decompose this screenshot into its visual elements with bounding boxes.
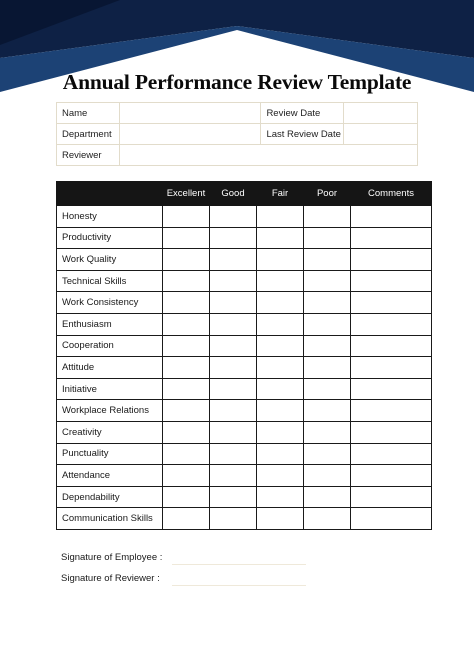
name-label: Name bbox=[57, 103, 120, 124]
comments-cell[interactable] bbox=[351, 465, 432, 487]
poor-cell[interactable] bbox=[304, 465, 351, 487]
criterion-label: Honesty bbox=[57, 206, 163, 228]
rating-table-body bbox=[57, 206, 432, 530]
excellent-cell[interactable] bbox=[163, 292, 210, 314]
fair-cell[interactable] bbox=[257, 313, 304, 335]
excellent-cell[interactable] bbox=[163, 400, 210, 422]
poor-cell[interactable] bbox=[304, 508, 351, 530]
rating-table bbox=[56, 181, 432, 530]
criterion-label: Dependability bbox=[57, 486, 163, 508]
criterion-label: Cooperation bbox=[57, 335, 163, 357]
comments-cell[interactable] bbox=[351, 508, 432, 530]
excellent-cell[interactable] bbox=[163, 443, 210, 465]
page-title: Annual Performance Review Template bbox=[62, 70, 412, 94]
department-field[interactable] bbox=[119, 124, 260, 145]
excellent-cell[interactable] bbox=[163, 378, 210, 400]
excellent-cell[interactable] bbox=[163, 421, 210, 443]
poor-cell[interactable] bbox=[304, 227, 351, 249]
fair-cell[interactable] bbox=[257, 249, 304, 271]
table-row bbox=[57, 292, 432, 314]
comments-cell[interactable] bbox=[351, 443, 432, 465]
review-date-label: Review Date bbox=[261, 103, 344, 124]
poor-cell[interactable] bbox=[304, 313, 351, 335]
criterion-label: Workplace Relations bbox=[57, 400, 163, 422]
employee-signature-line[interactable] bbox=[172, 564, 306, 565]
poor-cell[interactable] bbox=[304, 421, 351, 443]
criterion-label: Creativity bbox=[57, 421, 163, 443]
good-cell[interactable] bbox=[210, 357, 257, 379]
excellent-cell[interactable] bbox=[163, 335, 210, 357]
good-cell[interactable] bbox=[210, 227, 257, 249]
excellent-cell[interactable] bbox=[163, 486, 210, 508]
criteria-column-header bbox=[57, 182, 163, 206]
table-row bbox=[57, 335, 432, 357]
good-cell[interactable] bbox=[210, 313, 257, 335]
fair-cell[interactable] bbox=[257, 443, 304, 465]
comments-cell[interactable] bbox=[351, 378, 432, 400]
info-row-reviewer bbox=[57, 145, 418, 166]
fair-cell[interactable] bbox=[257, 465, 304, 487]
table-row bbox=[57, 227, 432, 249]
poor-cell[interactable] bbox=[304, 206, 351, 228]
criterion-label: Attendance bbox=[57, 465, 163, 487]
criterion-label: Technical Skills bbox=[57, 270, 163, 292]
comments-cell[interactable] bbox=[351, 357, 432, 379]
info-row-department bbox=[57, 124, 418, 145]
good-cell[interactable] bbox=[210, 270, 257, 292]
rating-header-row bbox=[57, 182, 432, 206]
fair-cell[interactable] bbox=[257, 357, 304, 379]
last-review-date-field[interactable] bbox=[344, 124, 418, 145]
good-cell[interactable] bbox=[210, 508, 257, 530]
comments-cell[interactable] bbox=[351, 486, 432, 508]
criterion-label: Enthusiasm bbox=[57, 313, 163, 335]
good-cell[interactable] bbox=[210, 206, 257, 228]
good-cell[interactable] bbox=[210, 292, 257, 314]
excellent-cell[interactable] bbox=[163, 465, 210, 487]
criterion-label: Communication Skills bbox=[57, 508, 163, 530]
good-column-header: Good bbox=[210, 182, 257, 206]
good-cell[interactable] bbox=[210, 249, 257, 271]
table-row bbox=[57, 421, 432, 443]
table-row bbox=[57, 270, 432, 292]
fair-cell[interactable] bbox=[257, 421, 304, 443]
department-label: Department bbox=[57, 124, 120, 145]
comments-cell[interactable] bbox=[351, 270, 432, 292]
employee-signature-label: Signature of Employee : bbox=[61, 552, 163, 563]
criterion-label: Punctuality bbox=[57, 443, 163, 465]
review-date-field[interactable] bbox=[344, 103, 418, 124]
comments-cell[interactable] bbox=[351, 421, 432, 443]
criterion-label: Attitude bbox=[57, 357, 163, 379]
poor-cell[interactable] bbox=[304, 249, 351, 271]
comments-cell[interactable] bbox=[351, 249, 432, 271]
comments-cell[interactable] bbox=[351, 206, 432, 228]
comments-cell[interactable] bbox=[351, 292, 432, 314]
fair-column-header: Fair bbox=[257, 182, 304, 206]
poor-cell[interactable] bbox=[304, 443, 351, 465]
excellent-cell[interactable] bbox=[163, 206, 210, 228]
last-review-date-label: Last Review Date bbox=[261, 124, 344, 145]
reviewer-field[interactable] bbox=[119, 145, 417, 166]
criterion-label: Initiative bbox=[57, 378, 163, 400]
info-table bbox=[56, 102, 418, 166]
good-cell[interactable] bbox=[210, 421, 257, 443]
good-cell[interactable] bbox=[210, 465, 257, 487]
poor-column-header: Poor bbox=[304, 182, 351, 206]
fair-cell[interactable] bbox=[257, 508, 304, 530]
excellent-cell[interactable] bbox=[163, 249, 210, 271]
criterion-label: Work Consistency bbox=[57, 292, 163, 314]
good-cell[interactable] bbox=[210, 378, 257, 400]
poor-cell[interactable] bbox=[304, 400, 351, 422]
excellent-cell[interactable] bbox=[163, 508, 210, 530]
table-row bbox=[57, 443, 432, 465]
criterion-label: Work Quality bbox=[57, 249, 163, 271]
good-cell[interactable] bbox=[210, 443, 257, 465]
info-row-name bbox=[57, 103, 418, 124]
comments-cell[interactable] bbox=[351, 313, 432, 335]
good-cell[interactable] bbox=[210, 400, 257, 422]
poor-cell[interactable] bbox=[304, 270, 351, 292]
table-row bbox=[57, 249, 432, 271]
poor-cell[interactable] bbox=[304, 357, 351, 379]
excellent-cell[interactable] bbox=[163, 313, 210, 335]
good-cell[interactable] bbox=[210, 486, 257, 508]
table-row bbox=[57, 357, 432, 379]
reviewer-signature-line[interactable] bbox=[172, 585, 306, 586]
poor-cell[interactable] bbox=[304, 486, 351, 508]
poor-cell[interactable] bbox=[304, 335, 351, 357]
poor-cell[interactable] bbox=[304, 292, 351, 314]
comments-cell[interactable] bbox=[351, 400, 432, 422]
excellent-cell[interactable] bbox=[163, 357, 210, 379]
poor-cell[interactable] bbox=[304, 378, 351, 400]
table-row bbox=[57, 465, 432, 487]
table-row bbox=[57, 378, 432, 400]
fair-cell[interactable] bbox=[257, 400, 304, 422]
fair-cell[interactable] bbox=[257, 270, 304, 292]
table-row bbox=[57, 486, 432, 508]
table-row bbox=[57, 313, 432, 335]
comments-column-header: Comments bbox=[351, 182, 432, 206]
fair-cell[interactable] bbox=[257, 335, 304, 357]
excellent-cell[interactable] bbox=[163, 227, 210, 249]
fair-cell[interactable] bbox=[257, 292, 304, 314]
comments-cell[interactable] bbox=[351, 227, 432, 249]
name-field[interactable] bbox=[119, 103, 260, 124]
reviewer-signature-label: Signature of Reviewer : bbox=[61, 573, 160, 584]
fair-cell[interactable] bbox=[257, 486, 304, 508]
fair-cell[interactable] bbox=[257, 227, 304, 249]
good-cell[interactable] bbox=[210, 335, 257, 357]
reviewer-label: Reviewer bbox=[57, 145, 120, 166]
comments-cell[interactable] bbox=[351, 335, 432, 357]
fair-cell[interactable] bbox=[257, 206, 304, 228]
table-row bbox=[57, 400, 432, 422]
excellent-cell[interactable] bbox=[163, 270, 210, 292]
table-row bbox=[57, 508, 432, 530]
table-row bbox=[57, 206, 432, 228]
excellent-column-header: Excellent bbox=[163, 182, 210, 206]
criterion-label: Productivity bbox=[57, 227, 163, 249]
fair-cell[interactable] bbox=[257, 378, 304, 400]
